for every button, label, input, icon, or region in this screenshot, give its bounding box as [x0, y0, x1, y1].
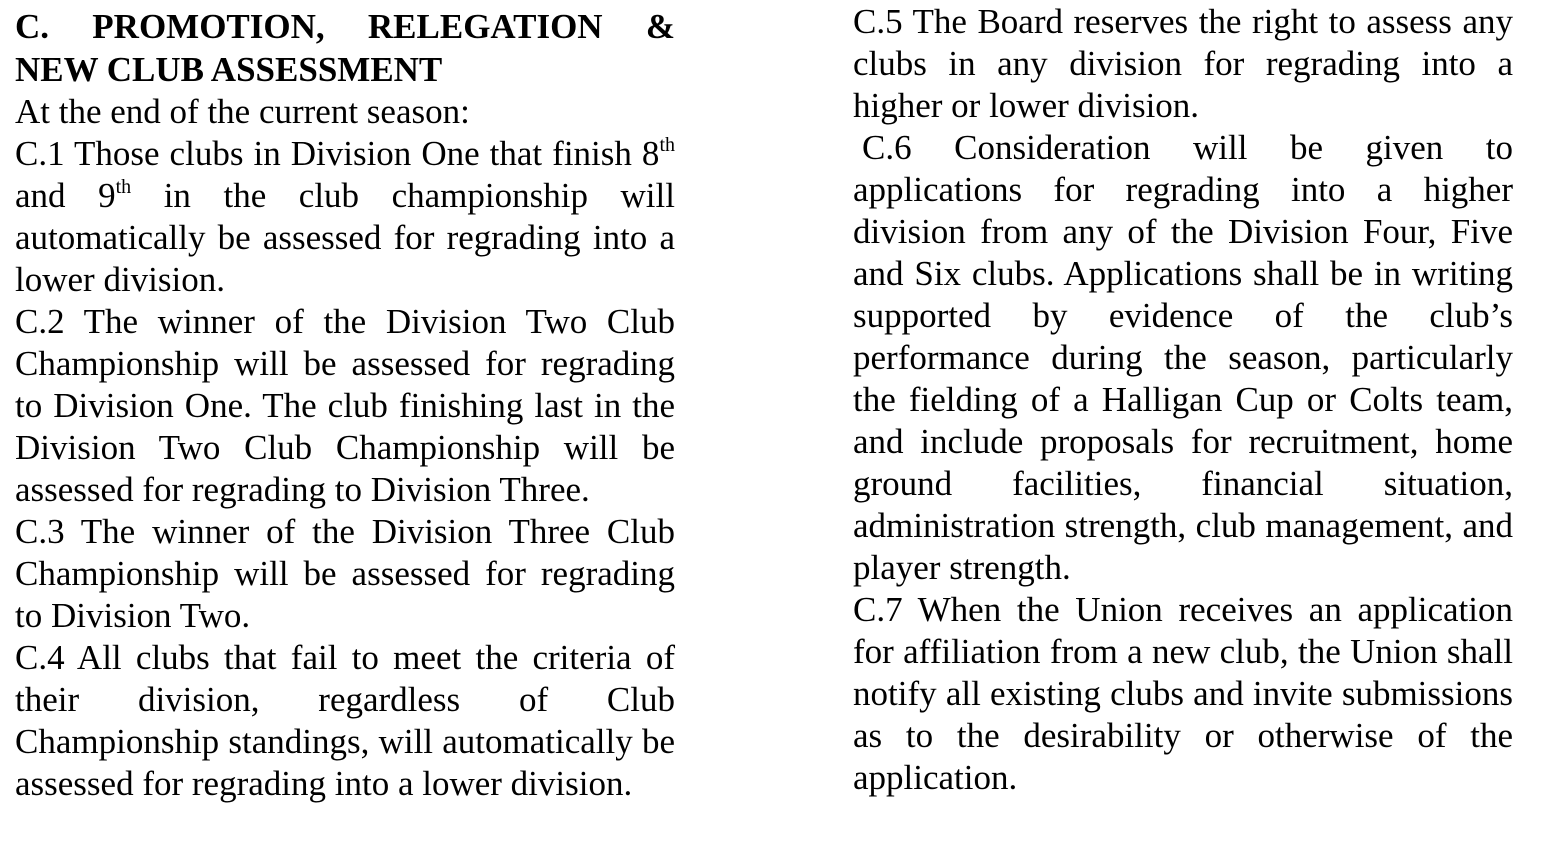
right-column — [853, 0, 1513, 799]
clause-c1-part-1: C.1 Those clubs in Division One that finish 8 — [15, 134, 660, 173]
section-heading-line-2: NEW CLUB ASSESSMENT — [15, 50, 443, 89]
left-column — [15, 0, 675, 805]
clause-c3: C.3 The winner of the Division Three Club Championship will be assessed for regrading to Division Two. — [15, 512, 675, 635]
clause-c1-ordinal-2: th — [115, 176, 132, 198]
clause-c1 — [15, 133, 675, 301]
section-heading-line-1: C. PROMOTION, RELEGATION & — [15, 7, 675, 46]
clause-c1-ordinal-1: th — [659, 134, 675, 156]
clause-c6 — [853, 127, 1513, 589]
clause-c4: C.4 All clubs that fail to meet the criteria of their division, regardless of Club Championship standings, will automatically be assessed for regrading into a lower division. — [15, 638, 675, 803]
clause-c2: C.2 The winner of the Division Two Club Championship will be assessed for regrading to Division One. The club finishing last in the Division Two Club Championship will be assessed for regrading to Division Three. — [15, 302, 675, 509]
clause-c1-part-2: and 9 — [15, 176, 116, 215]
clause-c1-part-3: in the club championship will automatically be assessed for regrading into a lower division. — [15, 176, 675, 299]
clause-c6-text: C.6 Consideration will be given to applications for regrading into a higher division from any of the Division Four, Five and Six clubs. Applications shall be in writing supported by evidence of the club’s performance during the season, particularly the fielding of a Halligan Cup or Colts team, and include proposals for recruitment, home ground facilities, financial situation, administration strength, club management, and player strength. — [853, 128, 1513, 587]
clause-c5: C.5 The Board reserves the right to assess any clubs in any division for regrading into a higher or lower division. — [853, 2, 1513, 125]
intro-text: At the end of the current season: — [15, 92, 470, 131]
clause-c7: C.7 When the Union receives an application for affiliation from a new club, the Union shall notify all existing clubs and invite submissions as to the desirability or otherwise of the application. — [853, 590, 1513, 797]
section-heading — [15, 5, 675, 91]
